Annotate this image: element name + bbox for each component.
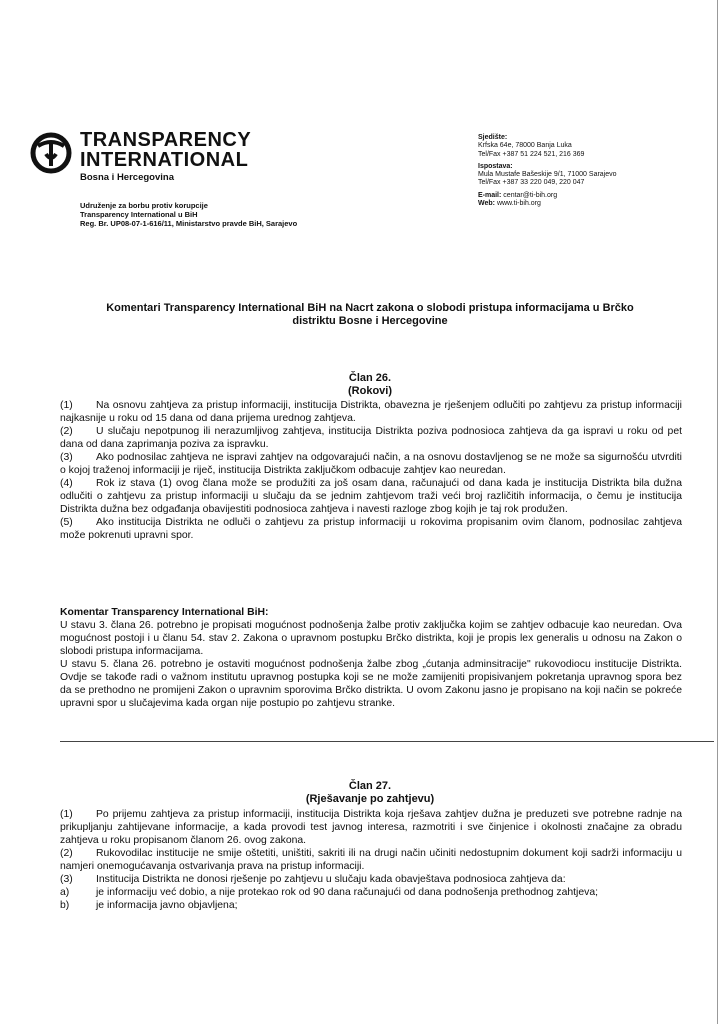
paragraph bbox=[60, 516, 682, 542]
web-link[interactable]: www.ti-bih.org bbox=[496, 200, 541, 208]
paragraph-number: (5) bbox=[60, 517, 73, 528]
branch-address: Mula Mustafe Bašeskije 9/1, 71000 Sarajevo bbox=[478, 171, 617, 179]
list-marker: a) bbox=[60, 887, 70, 898]
title-line: Komentari Transparency International BiH na Nacrt zakona o slobodi pristupa informacijama u Brčko bbox=[106, 302, 634, 314]
branch-label: Ispostava: bbox=[478, 162, 513, 170]
divider bbox=[60, 741, 714, 742]
paragraph-number: (1) bbox=[60, 809, 73, 820]
list-item bbox=[60, 886, 682, 899]
paragraph-number: (4) bbox=[60, 478, 73, 489]
paragraph-text: Institucija Distrikta ne donosi rješenje po zahtjevu u slučaju kada obavještava podnosioca zahtjeva da: bbox=[96, 874, 566, 885]
paragraph-text: Ako podnosilac zahtjeva ne ispravi zahtjev na odgovarajući način, a na osnovu dostavljenog se ne može sa sigurnošću utvrditi o kojoj traženoj informaciji je riječ, institucija Distrikta zaključkom odbacuje zahtjev kao neuredan. bbox=[60, 452, 682, 476]
paragraph-text: U slučaju nepotpunog ili nerazumljivog zahtjeva, institucija Distrikta poziva podnosioca zahtjeva da ga ispravi u roku od pet dana od dana zaprimanja poziva za ispravku. bbox=[60, 426, 682, 450]
ti-logo bbox=[30, 130, 260, 188]
paragraph-number: (2) bbox=[60, 426, 73, 437]
org-line: Transparency International u BiH bbox=[80, 210, 198, 219]
logo-text-line2: INTERNATIONAL bbox=[80, 149, 249, 171]
paragraph-text: Rok iz stava (1) ovog člana može se produžiti za još osam dana, računajući od dana kada je institucija Distrikta bila dužna odlučiti o zahtjevu za pristup informaciji u slučaju da se jednim zahtjevom traži veći broj različitih informacija, o čemu je institucija Distrikta dužna bez odgađanja obavijestiti podnosioca zahtjeva i navesti razloge zbog kojih je taj rok produžen. bbox=[60, 478, 682, 515]
document-title bbox=[60, 302, 680, 328]
paragraph bbox=[60, 873, 682, 886]
seat-phone: Tel/Fax +387 51 224 521, 216 369 bbox=[478, 150, 585, 158]
email-link[interactable]: centar@ti-bih.org bbox=[503, 191, 558, 199]
paragraph bbox=[60, 425, 682, 451]
article-number: Član 26. bbox=[348, 372, 392, 384]
article-26-heading bbox=[60, 372, 680, 398]
paragraph bbox=[60, 399, 682, 425]
branch-phone: Tel/Fax +387 33 220 049, 220 047 bbox=[478, 179, 585, 187]
contact-info bbox=[478, 134, 708, 208]
paragraph-text: Ako institucija Distrikta ne odluči o zahtjevu za pristup informaciji u rokovima propisanim ovim članom, podnosilac zahtjeva može pokrenuti upravni spor. bbox=[60, 517, 682, 541]
ti-comment bbox=[60, 606, 682, 710]
paragraph-text: Rukovodilac institucije ne smije oštetiti, uništiti, sakriti ili na drugi način učiniti nedostupnim dokument koji sadrži informaciju u namjeri onemogućavanja ostvarivanja prava na pristup informaciji. bbox=[60, 848, 682, 872]
logo-subtitle: Bosna i Hercegovina bbox=[80, 172, 174, 183]
article-number: Član 27. bbox=[348, 780, 392, 792]
paragraph-number: (3) bbox=[60, 452, 73, 463]
paragraph bbox=[60, 477, 682, 516]
comment-heading: Komentar Transparency International BiH: bbox=[60, 607, 269, 618]
list-text: je informacija javno objavljena; bbox=[96, 900, 238, 911]
seat-address: Krfska 64e, 78000 Banja Luka bbox=[478, 142, 572, 150]
article-27-heading bbox=[60, 780, 680, 806]
comment-paragraph: U stavu 3. člana 26. potrebno je propisati mogućnost podnošenja žalbe protiv zaključka kojim se zahtjev odbacuje kao neuredan. Ova mogućnost postoji i u članu 54. stav 2. Zakona o upravnom postupku Brčko distrikta, koji je propis lex generalis u odnosu na Zakon o slobodi pristupa informacijama. bbox=[60, 620, 682, 657]
list-item bbox=[60, 899, 682, 912]
paragraph bbox=[60, 847, 682, 873]
article-subtitle: (Rokovi) bbox=[348, 385, 392, 397]
article-subtitle: (Rješavanje po zahtjevu) bbox=[305, 793, 435, 805]
email-label: E-mail: bbox=[478, 191, 502, 199]
paragraph-text: Na osnovu zahtjeva za pristup informaciji, institucija Distrikta, obavezna je rješenjem odlučiti po zahtjevu za pristup informaciji najkasnije u roku od 15 dana od dana prijema urednog zahtjeva. bbox=[60, 400, 682, 424]
title-line: distriktu Bosne i Hercegovine bbox=[292, 315, 448, 327]
organization-info bbox=[80, 201, 297, 228]
ti-globe-icon bbox=[30, 132, 72, 174]
paragraph-number: (3) bbox=[60, 874, 73, 885]
paragraph-number: (2) bbox=[60, 848, 73, 859]
seat-label: Sjedište: bbox=[478, 134, 508, 141]
logo-text-line1: TRANSPARENCY bbox=[80, 129, 252, 151]
scan-edge bbox=[717, 0, 718, 1024]
org-line: Reg. Br. UP08-07-1-616/11, Ministarstvo pravde BiH, Sarajevo bbox=[80, 219, 298, 228]
paragraph-text: Po prijemu zahtjeva za pristup informaciji, institucija Distrikta koja rješava zahtjev dužna je preduzeti sve potrebne radnje na prikupljanju zahtijevane informacije, a kada provodi test javnog interesa, razmotriti i sve činjenice i okolnosti značajne za obradu zahtjeva u roku propisanom članom 26. ovog zakona. bbox=[60, 809, 682, 846]
paragraph bbox=[60, 808, 682, 847]
list-marker: b) bbox=[60, 900, 70, 911]
paragraph bbox=[60, 451, 682, 477]
article-27-body bbox=[60, 808, 682, 912]
article-26-body bbox=[60, 399, 682, 542]
list-text: je informaciju već dobio, a nije protekao rok od 90 dana računajući od dana podnošenja prethodnog zahtjeva; bbox=[96, 887, 598, 898]
paragraph-number: (1) bbox=[60, 400, 73, 411]
web-label: Web: bbox=[478, 200, 495, 208]
org-line: Udruženje za borbu protiv korupcije bbox=[80, 201, 208, 210]
comment-paragraph: U stavu 5. člana 26. potrebno je ostaviti mogućnost podnošenja žalbe zbog „ćutanja adminsitracije" rukovodiocu institucije Distrikta. Ovdje se takođe radi o važnom institutu upravnog postupka koji se ne može zamijeniti propisivanjem pokretanja upravnog spora bez da se prethodno ne promijeni Zakon o upravnim sporovima Brčko distrikta. U ovom Zakonu jasno je propisano na koji način se pokreće upravni spor u slučajevima kada organ nije postupio po zahtjevu stranke. bbox=[60, 659, 682, 709]
